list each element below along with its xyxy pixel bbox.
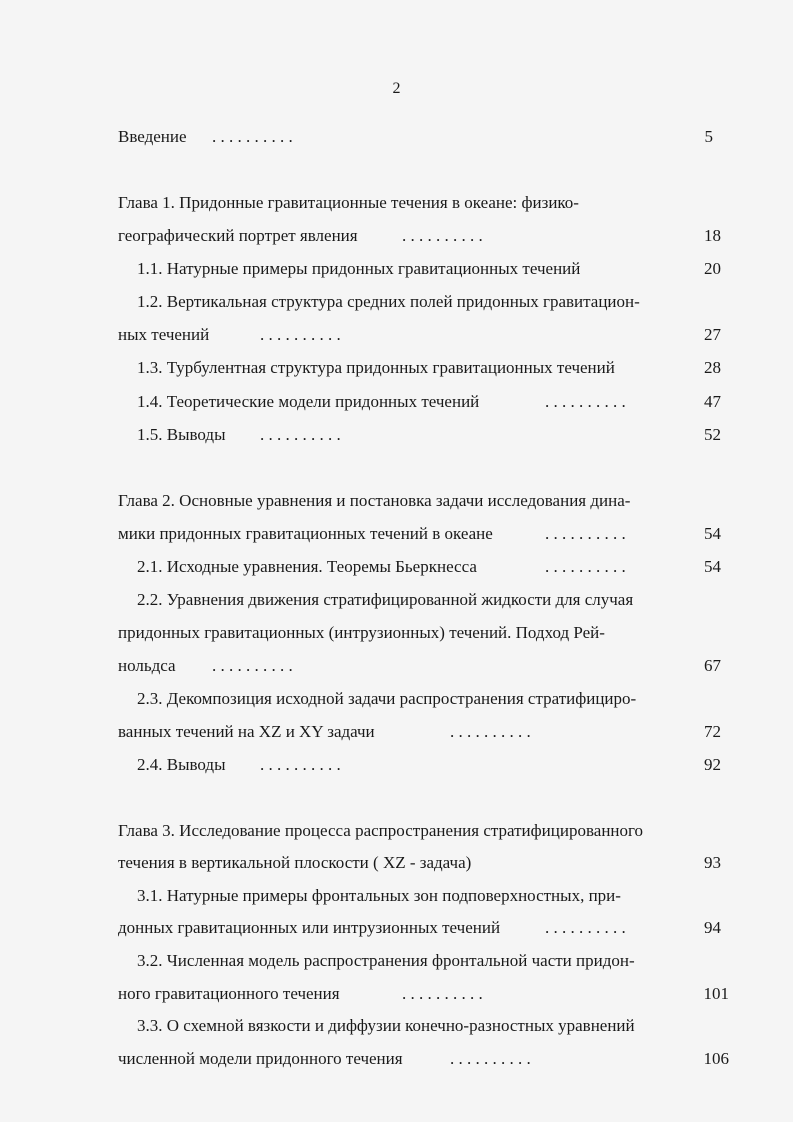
toc-ch1-title-line2: географический портрет явления xyxy=(118,226,358,245)
toc-ch3-title-line2: течения в вертикальной плоскости ( XZ - задача) xyxy=(118,853,472,872)
toc-3-2-title-line1: 3.2. Численная модель распространения фронтальной части придон- xyxy=(137,951,635,970)
toc-2-2-title-line3: нольдса xyxy=(118,656,176,675)
toc-ch1-page: 18 xyxy=(704,226,721,245)
toc-1-4-page: 47 xyxy=(704,392,721,411)
dot-leader: . . . . . . . . . . xyxy=(260,425,341,444)
toc-3-2-page: 101 xyxy=(703,984,729,1003)
toc-1-4-title: 1.4. Теоретические модели придонных течений xyxy=(137,392,480,411)
toc-3-3-title-line1: 3.3. О схемной вязкости и диффузии конечно-разностных уравнений xyxy=(137,1016,635,1035)
toc-3-2-title-line2: ного гравитационного течения xyxy=(118,984,340,1003)
toc-2-1-title: 2.1. Исходные уравнения. Теоремы Бьеркнесса xyxy=(137,557,477,576)
toc-1-3-page: 28 xyxy=(704,358,721,377)
dot-leader: . . . . . . . . . . xyxy=(402,226,483,245)
toc-1-2-title-line2: ных течений xyxy=(118,325,210,344)
toc-intro-page: 5 xyxy=(704,127,713,146)
toc-intro-title: Введение xyxy=(118,127,187,146)
toc-3-3-title-line2: численной модели придонного течения xyxy=(118,1049,403,1068)
dot-leader: . . . . . . . . . . xyxy=(450,1049,531,1068)
toc-2-2-title-line2: придонных гравитационных (интрузионных) течений. Подход Рей- xyxy=(118,623,605,642)
toc-ch3-title-line1: Глава 3. Исследование процесса распространения стратифицированного xyxy=(118,821,644,840)
toc-2-4-title: 2.4. Выводы xyxy=(137,755,226,774)
dot-leader: . . . . . . . . . . xyxy=(212,127,293,146)
toc-2-2-page: 67 xyxy=(704,656,721,675)
dot-leader: . . . . . . . . . . xyxy=(545,524,626,543)
toc-3-1-title-line2: донных гравитационных или интрузионных течений xyxy=(118,918,501,937)
toc-2-2-title-line1: 2.2. Уравнения движения стратифицированной жидкости для случая xyxy=(137,590,634,609)
toc-1-1-page: 20 xyxy=(704,259,721,278)
toc-2-1-page: 54 xyxy=(704,557,721,576)
dot-leader: . . . . . . . . . . xyxy=(545,918,626,937)
toc-2-3-title-line2: ванных течений на XZ и XY задачи xyxy=(118,722,375,741)
dot-leader: . . . . . . . . . . xyxy=(212,656,293,675)
toc-3-1-title-line1: 3.1. Натурные примеры фронтальных зон подповерхностных, при- xyxy=(137,886,621,905)
dot-leader: . . . . . . . . . . xyxy=(545,392,626,411)
toc-2-4-page: 92 xyxy=(704,755,721,774)
toc-1-3-title: 1.3. Турбулентная структура придонных гравитационных течений xyxy=(137,358,615,377)
page-number: 2 xyxy=(392,80,401,97)
toc-ch2-page: 54 xyxy=(704,524,721,543)
toc-ch1-title-line1: Глава 1. Придонные гравитационные течения в океане: физико- xyxy=(118,193,579,212)
toc-1-2-page: 27 xyxy=(704,325,721,344)
toc-2-3-title-line1: 2.3. Декомпозиция исходной задачи распространения стратифициро- xyxy=(137,689,637,708)
dot-leader: . . . . . . . . . . xyxy=(402,984,483,1003)
dot-leader: . . . . . . . . . . xyxy=(260,325,341,344)
toc-1-1-title: 1.1. Натурные примеры придонных гравитационных течений xyxy=(137,259,581,278)
toc-1-5-title: 1.5. Выводы xyxy=(137,425,226,444)
toc-3-1-page: 94 xyxy=(704,918,721,937)
toc-ch2-title-line1: Глава 2. Основные уравнения и постановка задачи исследования дина- xyxy=(118,491,631,510)
toc-3-3-page: 106 xyxy=(703,1049,729,1068)
toc-ch3-page: 93 xyxy=(704,853,721,872)
dot-leader: . . . . . . . . . . xyxy=(545,557,626,576)
dot-leader: . . . . . . . . . . xyxy=(450,722,531,741)
toc-2-3-page: 72 xyxy=(704,722,721,741)
dot-leader: . . . . . . . . . . xyxy=(260,755,341,774)
toc-ch2-title-line2: мики придонных гравитационных течений в океане xyxy=(118,524,493,543)
toc-1-2-title-line1: 1.2. Вертикальная структура средних полей придонных гравитацион- xyxy=(137,292,640,311)
toc-1-5-page: 52 xyxy=(704,425,721,444)
